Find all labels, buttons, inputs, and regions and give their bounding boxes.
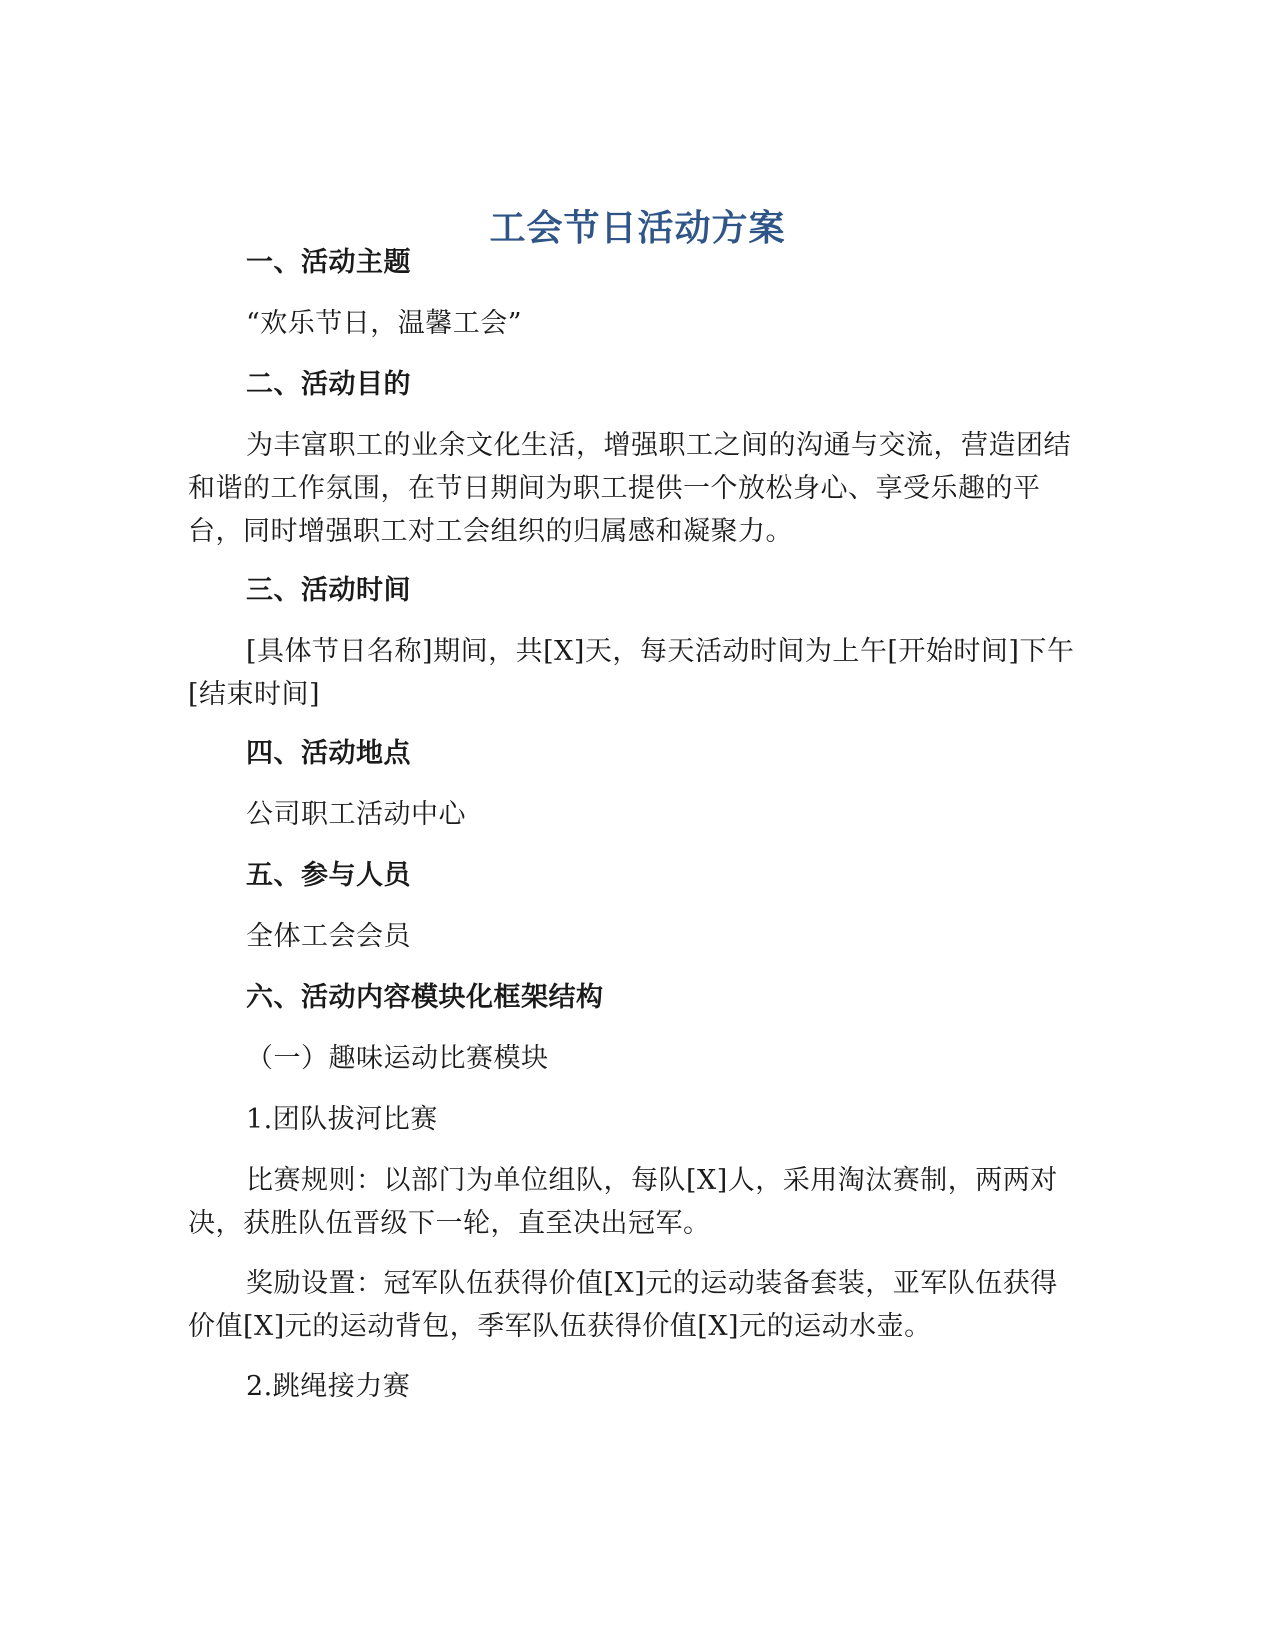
tug-of-war-rules: 比赛规则：以部门为单位组队，每队[X]人，采用淘汰赛制，两两对决，获胜队伍晋级下一轮，直至决出冠军。 — [188, 1165, 1058, 1239]
section-heading-time: 三、活动时间 — [246, 575, 411, 606]
section-heading-content: 六、活动内容模块化框架结构 — [246, 982, 604, 1013]
module-fun-sports: （一）趣味运动比赛模块 — [246, 1043, 549, 1074]
participants-text: 全体工会会员 — [246, 921, 411, 952]
item-jump-rope-relay: 2.跳绳接力赛 — [246, 1371, 411, 1402]
section-heading-purpose: 二、活动目的 — [246, 369, 411, 400]
section-heading-theme: 一、活动主题 — [246, 247, 411, 278]
time-text: [具体节日名称]期间，共[X]天，每天活动时间为上午[开始时间]下午[结束时间] — [188, 636, 1075, 710]
section-heading-participants: 五、参与人员 — [246, 860, 411, 891]
purpose-text: 为丰富职工的业余文化生活，增强职工之间的沟通与交流，营造团结和谐的工作氛围，在节日期间为职工提供一个放松身心、享受乐趣的平台，同时增强职工对工会组织的归属感和凝聚力。 — [188, 430, 1071, 547]
item-tug-of-war: 1.团队拔河比赛 — [246, 1104, 438, 1135]
page-title: 工会节日活动方案 — [489, 208, 786, 249]
theme-text: “欢乐节日，温馨工会” — [246, 308, 523, 339]
location-text: 公司职工活动中心 — [246, 799, 466, 830]
section-heading-location: 四、活动地点 — [246, 738, 411, 769]
tug-of-war-awards: 奖励设置：冠军队伍获得价值[X]元的运动装备套装，亚军队伍获得价值[X]元的运动背包，季军队伍获得价值[X]元的运动水壶。 — [188, 1268, 1058, 1342]
